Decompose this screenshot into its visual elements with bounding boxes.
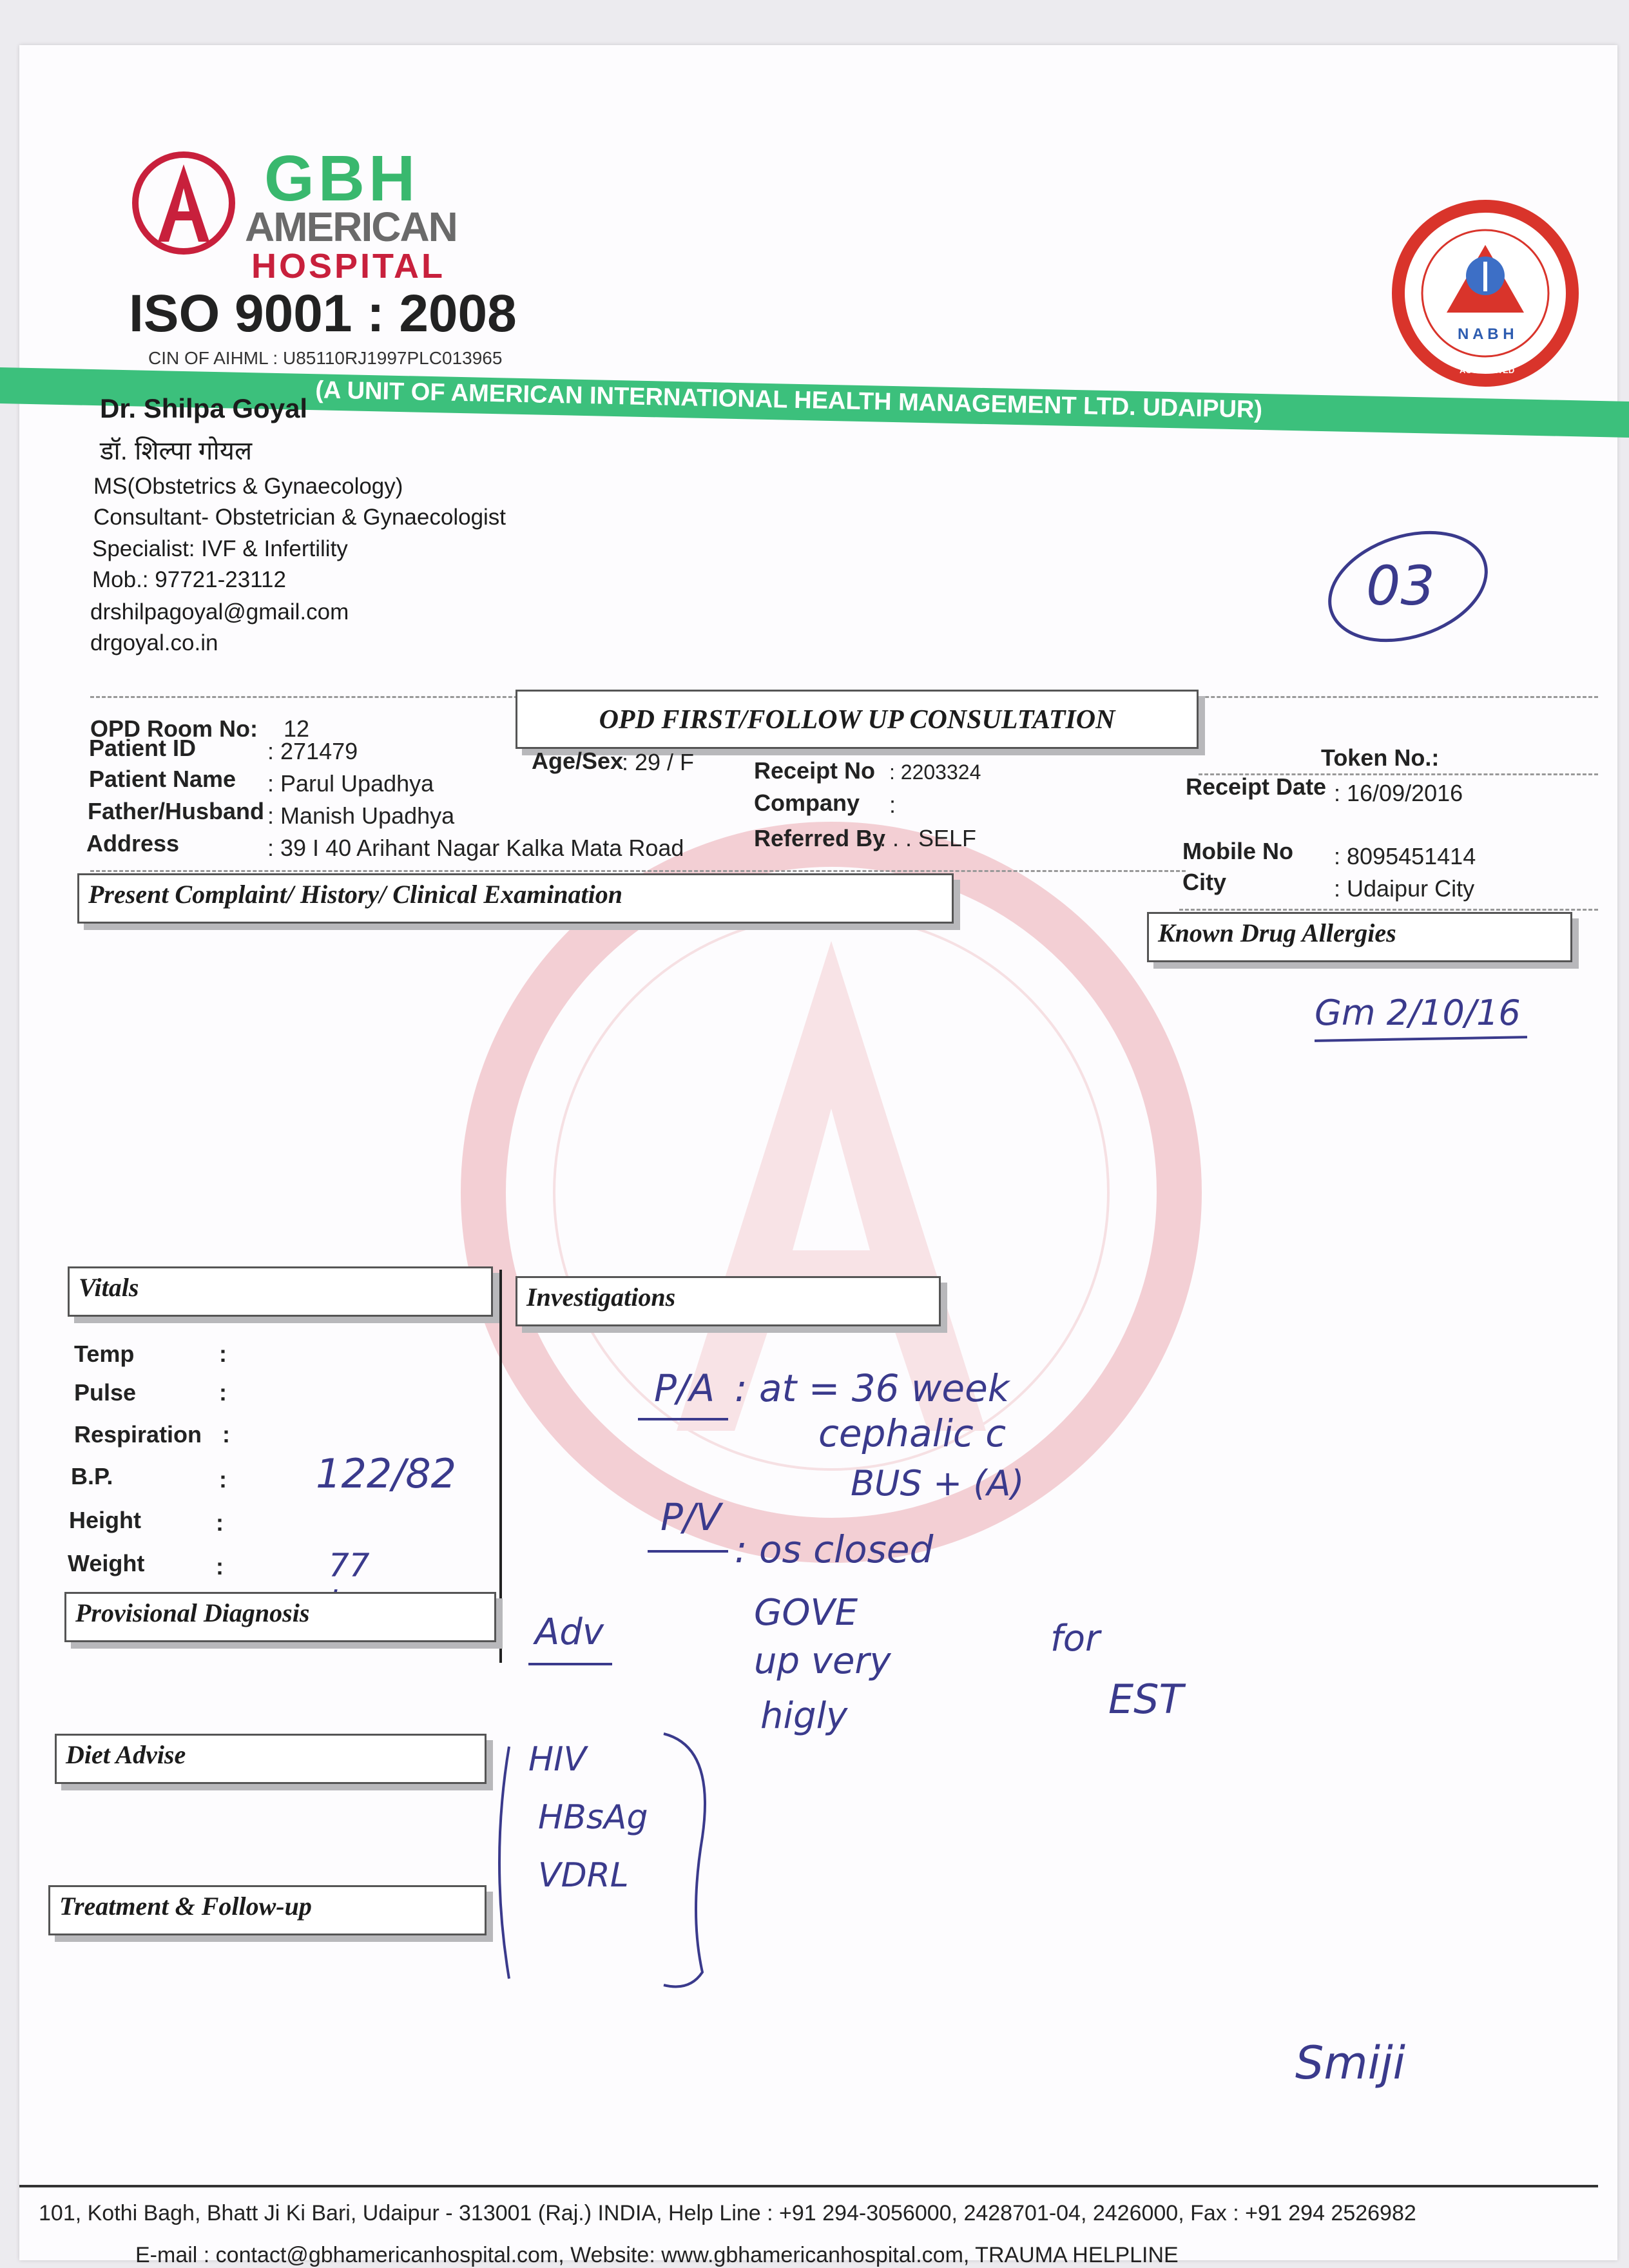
for-note: for [1050,1618,1100,1660]
footer-contact: E-mail : contact@gbhamericanhospital.com, Website: www.gbhamericanhospital.com, TRAUMA HELPLINE [135,2243,1179,2267]
mobile-value: : 8095451414 [1334,843,1476,869]
unit-line: (A UNIT OF AMERICAN INTERNATIONAL HEALTH MANAGEMENT LTD. UDAIPUR) [314,376,1263,424]
pv-line1: : os closed [735,1527,934,1571]
patient-name-label: Patient Name [89,766,236,792]
address-label: Address [86,830,180,857]
vertical-divider [499,1270,502,1663]
weight-value: 77 [329,1547,370,1584]
footer-address: 101, Kothi Bagh, Bhatt Ji Ki Bari, Udaipur - 313001 (Raj.) INDIA, Help Line : +91 294-3056000, 2428701-04, 2426000, Fax : +91 294 2526982 [39,2201,1416,2225]
vital-sep: : [216,1509,224,1536]
company-label: Company [754,790,860,816]
doctor-qualification: MS(Obstetrics & Gynaecology) [93,474,403,499]
vital-label: Respiration [74,1421,202,1448]
hospital-name-gbh: GBH [264,142,419,215]
vital-sep: : [219,1341,227,1367]
doctor-specialist: Specialist: IVF & Infertility [92,536,348,561]
referred-by-label: Referred By [754,825,886,851]
receipt-no-label: Receipt No [754,757,876,784]
allergies-section-title: Known Drug Allergies [1147,912,1572,962]
prescription-sheet [19,45,1617,2267]
company-value: : [889,791,896,818]
receipt-date-label: Receipt Date [1186,773,1327,800]
vital-sep: : [222,1421,230,1448]
test-item: HIV [528,1740,587,1779]
pa-line3: BUS + (A) [851,1463,1025,1504]
hospital-name-american: AMERICAN [245,204,457,250]
agesex-label: Age/Sex [532,748,624,774]
vital-label: Weight [68,1550,145,1576]
handwritten-underline [1315,1036,1527,1042]
hospital-logo-icon [129,148,238,258]
father-value: : Manish Upadhya [267,802,455,829]
receipt-date-value: : 16/09/2016 [1334,780,1463,806]
doctor-mobile: Mob.: 97721-23112 [92,567,286,592]
token-number: 03 [1366,554,1435,617]
receipt-no-value: : 2203324 [889,761,981,784]
divider [1179,909,1598,911]
pa-line1: : at = 36 week [735,1366,1010,1410]
consultation-title: OPD FIRST/FOLLOW UP CONSULTATION [516,690,1199,749]
test-item: HBsAg [538,1798,648,1837]
doctor-position: Consultant- Obstetrician & Gynaecologist [93,505,506,530]
handwritten-underline [648,1550,728,1553]
mobile-label: Mobile No [1182,838,1293,864]
handwritten-underline [638,1418,728,1420]
pv-label: P/V [660,1495,722,1539]
pa-line2: cephalic c [818,1411,1007,1455]
test-item: VDRL [538,1856,629,1895]
handwritten-underline [528,1663,612,1665]
divider [90,870,1186,872]
doctor-email: drshilpagoyal@gmail.com [90,599,349,625]
pa-label: P/A [654,1366,715,1410]
vital-label: Pulse [74,1379,137,1406]
complaint-section-title: Present Complaint/ History/ Clinical Examination [77,873,954,924]
patient-id-label: Patient ID [89,735,197,761]
nabh-accredited: ACCREDITED [1460,365,1515,375]
agesex-value: : 29 / F [622,749,695,775]
diagnosis-section-title: Provisional Diagnosis [64,1592,496,1642]
patient-id-value: : 271479 [267,738,358,764]
allergy-date-note: Gm 2/10/16 [1315,993,1521,1033]
vitals-section-title: Vitals [68,1266,493,1317]
iso-label: ISO 9001 : 2008 [129,284,517,343]
doctor-name-hindi: डॉ. शिल्पा गोयल [100,437,253,465]
diet-section-title: Diet Advise [55,1734,487,1784]
referred-by-value: : . . SELF [880,825,977,851]
advice-label: Adv [535,1611,604,1653]
patient-name-value: : Parul Upadhya [267,770,434,797]
vital-sep: : [219,1466,227,1493]
investigations-section-title: Investigations [516,1276,941,1326]
vital-label: B.P. [71,1463,113,1489]
nabh-seal-icon [1392,200,1579,387]
vital-sep: : [216,1553,224,1580]
cin-label: CIN OF AIHML : U85110RJ1997PLC013965 [148,348,503,368]
city-value: : Udaipur City [1334,875,1475,902]
pv-line4: higly [760,1695,848,1737]
treatment-section-title: Treatment & Follow-up [48,1885,487,1935]
est-note: EST [1108,1676,1184,1723]
token-label: Token No.: [1321,744,1440,771]
doctor-website: drgoyal.co.in [90,630,218,655]
vital-sep: : [219,1379,227,1406]
address-value: : 39 I 40 Arihant Nagar Kalka Mata Road [267,835,684,861]
pv-line3: up very [754,1640,891,1682]
city-label: City [1182,869,1227,895]
signature: Smiji [1295,2037,1405,2089]
pv-line2: GOVE [754,1592,858,1634]
opd-room-value: 12 [284,715,310,742]
footer-rule [19,2185,1598,2187]
nabh-label: N A B H [1458,325,1514,343]
father-label: Father/Husband [88,798,265,824]
vital-label: Height [69,1507,141,1533]
hospital-name-hospital: HOSPITAL [251,247,445,286]
bp-value: 122/82 [316,1450,457,1497]
opd-room-label: OPD Room No: [90,715,258,742]
vital-label: Temp [74,1341,135,1367]
doctor-name: Dr. Shilpa Goyal [100,393,308,423]
